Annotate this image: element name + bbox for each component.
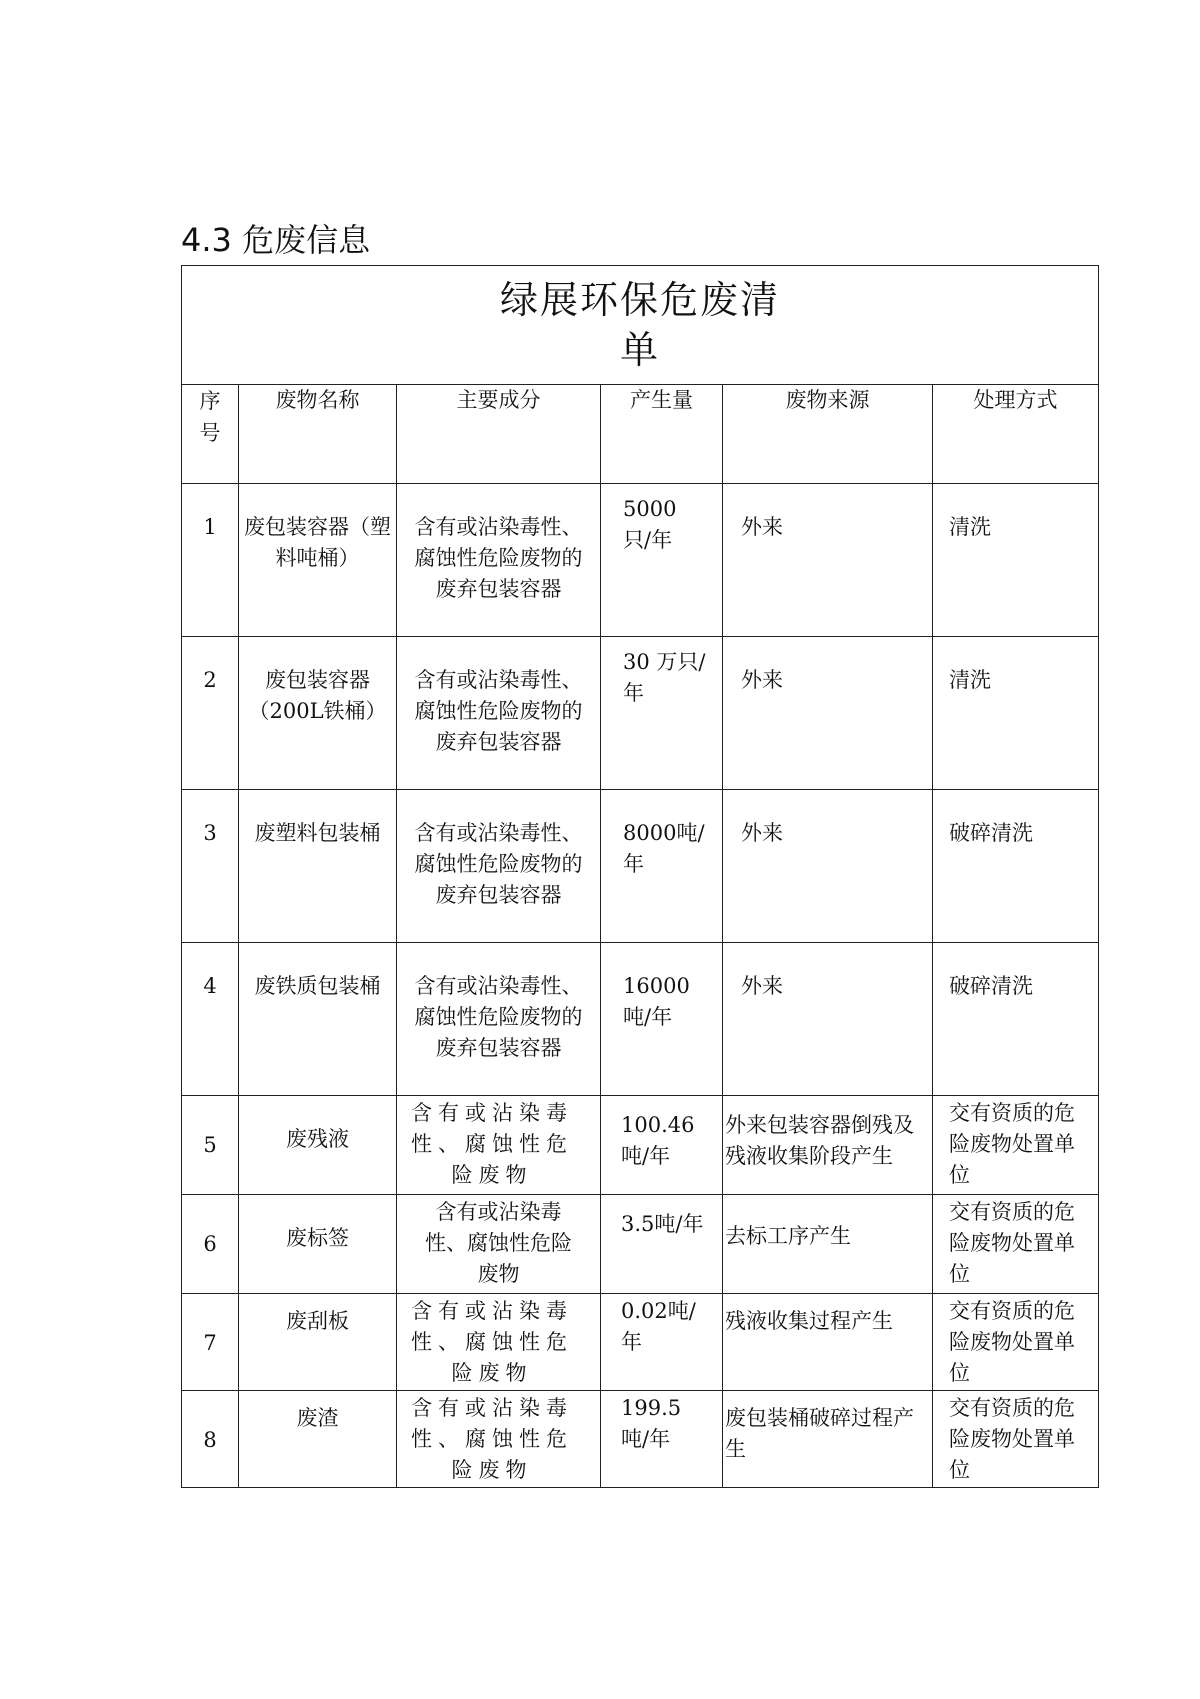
- cell-name: 废铁质包装桶: [239, 943, 397, 1096]
- header-source: 废物来源: [723, 385, 933, 484]
- cell-source: 外来: [723, 790, 933, 943]
- table-row: [182, 1391, 1099, 1488]
- table-row: [182, 484, 1099, 637]
- table-row: [182, 1096, 1099, 1195]
- cell-source: 外来: [723, 637, 933, 790]
- cell-seq: 1: [182, 484, 239, 637]
- header-method: 处理方式: [933, 385, 1099, 484]
- cell-method: 清洗: [933, 484, 1099, 637]
- cell-name: 废残液: [239, 1096, 397, 1195]
- cell-method: 交有资质的危险废物处置单位: [933, 1391, 1099, 1488]
- table-header-row: [182, 385, 1099, 484]
- cell-source: 外来包装容器倒残及残液收集阶段产生: [723, 1096, 933, 1195]
- cell-composition: 含有或沾染毒性、腐蚀性危险废物: [397, 1391, 601, 1488]
- table-row: [182, 1294, 1099, 1391]
- cell-composition: 含有或沾染毒性、腐蚀性危险废物: [397, 1294, 601, 1391]
- cell-quantity: 0.02吨/年: [601, 1294, 723, 1391]
- cell-method: 交有资质的危险废物处置单位: [933, 1096, 1099, 1195]
- header-quantity: 产生量: [601, 385, 723, 484]
- cell-source: 外来: [723, 943, 933, 1096]
- cell-method: 交有资质的危险废物处置单位: [933, 1195, 1099, 1294]
- cell-seq: 3: [182, 790, 239, 943]
- cell-name: 废标签: [239, 1195, 397, 1294]
- cell-method: 交有资质的危险废物处置单位: [933, 1294, 1099, 1391]
- hazardous-waste-table: [181, 265, 1099, 1488]
- cell-quantity: 8000吨/年: [601, 790, 723, 943]
- cell-source: 残液收集过程产生: [723, 1294, 933, 1391]
- cell-source: 废包装桶破碎过程产生: [723, 1391, 933, 1488]
- cell-seq: 6: [182, 1195, 239, 1294]
- cell-method: 清洗: [933, 637, 1099, 790]
- cell-method: 破碎清洗: [933, 943, 1099, 1096]
- cell-source: 去标工序产生: [723, 1195, 933, 1294]
- cell-seq: 5: [182, 1096, 239, 1195]
- cell-quantity: 3.5吨/年: [601, 1195, 723, 1294]
- header-name: 废物名称: [239, 385, 397, 484]
- cell-seq: 4: [182, 943, 239, 1096]
- cell-quantity: 100.46吨/年: [601, 1096, 723, 1195]
- cell-quantity: 16000吨/年: [601, 943, 723, 1096]
- cell-composition: 含有或沾染毒性、腐蚀性危险废物的废弃包装容器: [397, 790, 601, 943]
- table-row: [182, 943, 1099, 1096]
- header-seq: 序号: [182, 385, 239, 484]
- cell-quantity: 199.5吨/年: [601, 1391, 723, 1488]
- cell-name: 废渣: [239, 1391, 397, 1488]
- table-title-cell: [182, 266, 1099, 385]
- table-row: [182, 790, 1099, 943]
- table-title: 绿展环保危废清单: [500, 278, 781, 372]
- table-row: [182, 1195, 1099, 1294]
- section-heading: 4.3 危废信息: [181, 221, 371, 259]
- cell-name: 废刮板: [239, 1294, 397, 1391]
- table-title-row: [182, 266, 1099, 385]
- cell-composition: 含有或沾染毒性、腐蚀性危险废物: [397, 1195, 601, 1294]
- cell-method: 破碎清洗: [933, 790, 1099, 943]
- cell-quantity: 30 万只/年: [601, 637, 723, 790]
- cell-name: 废包装容器（塑料吨桶）: [239, 484, 397, 637]
- cell-name: 废包装容器（200L铁桶）: [239, 637, 397, 790]
- cell-quantity: 5000 只/年: [601, 484, 723, 637]
- cell-composition: 含有或沾染毒性、腐蚀性危险废物的废弃包装容器: [397, 484, 601, 637]
- cell-composition: 含有或沾染毒性、腐蚀性危险废物的废弃包装容器: [397, 637, 601, 790]
- table-row: [182, 637, 1099, 790]
- cell-seq: 2: [182, 637, 239, 790]
- cell-name: 废塑料包装桶: [239, 790, 397, 943]
- cell-seq: 7: [182, 1294, 239, 1391]
- cell-composition: 含有或沾染毒性、腐蚀性危险废物的废弃包装容器: [397, 943, 601, 1096]
- cell-seq: 8: [182, 1391, 239, 1488]
- cell-source: 外来: [723, 484, 933, 637]
- header-composition: 主要成分: [397, 385, 601, 484]
- cell-composition: 含有或沾染毒性、腐蚀性危险废物: [397, 1096, 601, 1195]
